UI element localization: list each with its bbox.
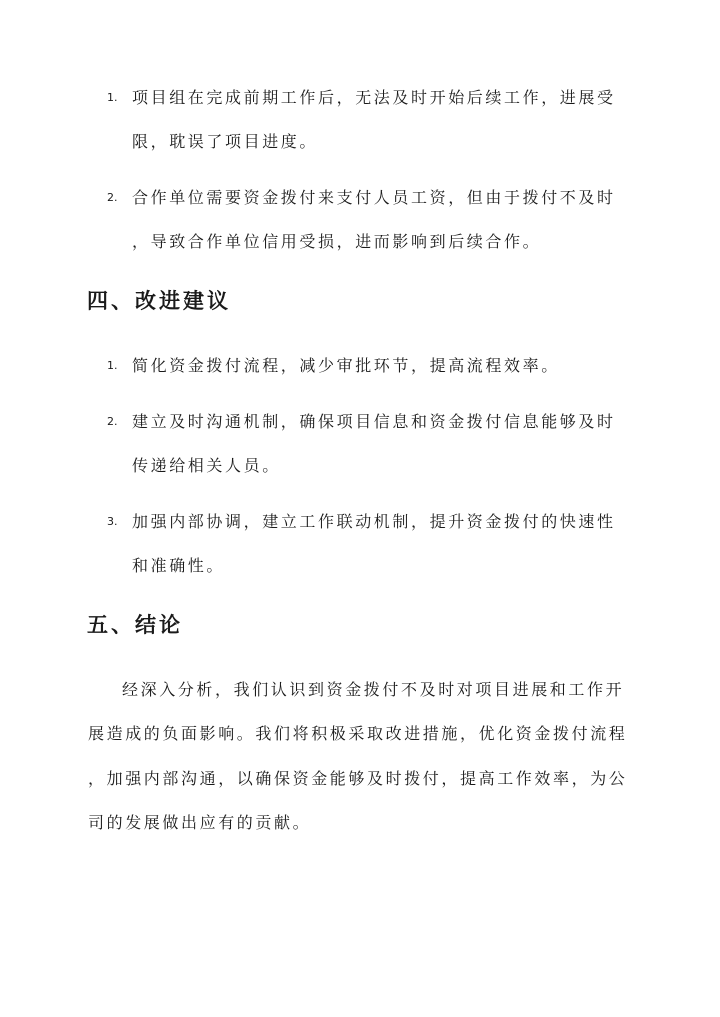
section-heading: 四、改进建议 (87, 288, 231, 313)
list-number: 2. (107, 191, 118, 204)
list-number: 3. (107, 515, 118, 528)
paragraph-line: ，加强内部沟通，以确保资金能够及时拨付，提高工作效率，为公 (88, 769, 628, 788)
list-number: 2. (107, 415, 118, 428)
list-text-line: 建立及时沟通机制，确保项目信息和资金拨付信息能够及时 (132, 412, 616, 431)
list-number: 1. (107, 91, 118, 104)
paragraph-line: 经深入分析，我们认识到资金拨付不及时对项目进展和工作开 (122, 680, 625, 699)
list-text-line: 加强内部协调，建立工作联动机制，提升资金拨付的快速性 (132, 512, 616, 531)
list-text-line: 和准确性。 (132, 556, 226, 575)
list-text-line: ，导致合作单位信用受损，进而影响到后续合作。 (132, 232, 542, 251)
paragraph-line: 司的发展做出应有的贡献。 (88, 813, 312, 832)
list-text-line: 合作单位需要资金拨付来支付人员工资，但由于拨付不及时 (132, 188, 616, 207)
paragraph-line: 展造成的负面影响。我们将积极采取改进措施，优化资金拨付流程 (88, 724, 628, 743)
list-text-line: 简化资金拨付流程，减少审批环节，提高流程效率。 (132, 356, 560, 375)
list-number: 1. (107, 359, 118, 372)
section-heading: 五、结论 (87, 612, 183, 637)
list-text-line: 项目组在完成前期工作后，无法及时开始后续工作，进展受 (132, 88, 616, 107)
list-text-line: 传递给相关人员。 (132, 456, 281, 475)
list-text-line: 限，耽误了项目进度。 (132, 132, 319, 151)
